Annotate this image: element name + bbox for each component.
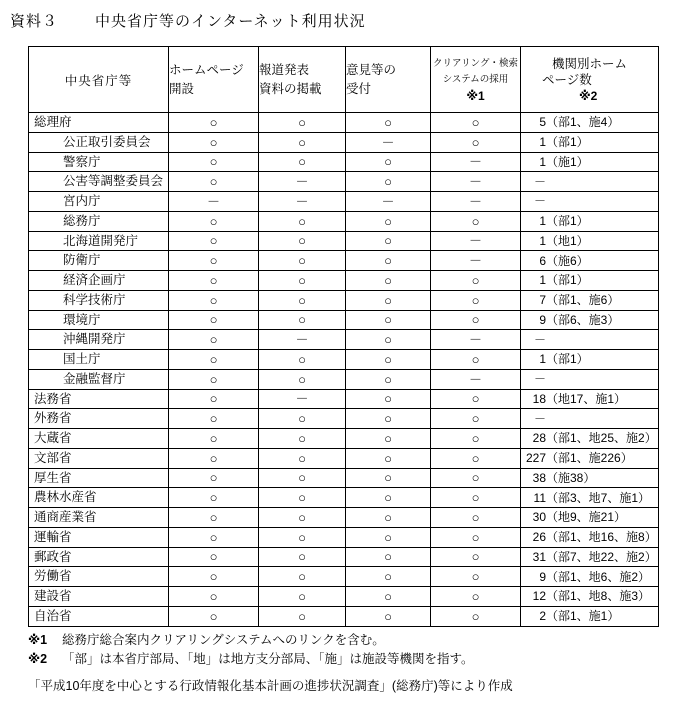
opinion-status-cell: ○: [346, 271, 431, 291]
footnotes: [28, 631, 474, 669]
homepage-status-cell: ○: [169, 587, 259, 607]
agency-name-cell: [29, 113, 169, 133]
clearing-system-status-cell: ○: [431, 310, 521, 330]
agency-name-cell: [29, 606, 169, 626]
opinion-status-cell: ○: [346, 152, 431, 172]
homepage-count-cell: [521, 389, 659, 409]
agency-name: 警察庁: [63, 154, 101, 169]
clearing-system-status-cell: ○: [431, 113, 521, 133]
press-header-line-1: 報道発表: [259, 62, 310, 77]
homepage-status-cell: ○: [169, 429, 259, 449]
table-row: [29, 290, 659, 310]
homepage-count-cell: [521, 350, 659, 370]
table-row: [29, 172, 659, 192]
homepage-status-cell: ○: [169, 132, 259, 152]
table-row: [29, 132, 659, 152]
press-release-status-cell: ○: [259, 488, 346, 508]
agency-name-cell: [29, 448, 169, 468]
agency-name: 外務省: [34, 411, 72, 426]
clearing-system-status-cell: －: [431, 192, 521, 212]
clearing-system-status-cell: ○: [431, 350, 521, 370]
homepage-status-cell: ○: [169, 606, 259, 626]
homepage-count-cell: [521, 113, 659, 133]
homepage-count-number: 1: [539, 135, 546, 150]
footnote-1-mark: ※1: [28, 633, 48, 647]
homepage-count-breakdown: （部3、地7、施1）: [546, 490, 651, 505]
opinion-status-cell: ○: [346, 211, 431, 231]
opinion-status-cell: ○: [346, 567, 431, 587]
homepage-count-number: －: [533, 332, 546, 347]
homepage-count-cell: [521, 527, 659, 547]
opinion-status-cell: ○: [346, 113, 431, 133]
agency-name: 宮内庁: [63, 194, 101, 209]
table-row: [29, 468, 659, 488]
homepage-count-breakdown: （部1）: [546, 273, 589, 288]
clearing-footnote-ref: ※1: [466, 88, 485, 103]
press-release-status-cell: ○: [259, 310, 346, 330]
agency-name-cell: [29, 271, 169, 291]
table-row: [29, 409, 659, 429]
homepage-count-number: －: [533, 194, 546, 209]
agency-name-cell: [29, 389, 169, 409]
agency-name: 科学技術庁: [63, 292, 126, 307]
press-release-status-cell: ○: [259, 508, 346, 528]
opinion-status-cell: ○: [346, 488, 431, 508]
press-release-status-cell: ○: [259, 587, 346, 607]
homepage-count-number: 1: [539, 214, 546, 229]
opinion-status-cell: ○: [346, 231, 431, 251]
agency-name: 郵政省: [34, 549, 72, 564]
homepage-count-cell: [521, 468, 659, 488]
agency-name: 通商産業省: [34, 510, 97, 525]
homepage-count-breakdown: （部1、施4）: [546, 115, 620, 130]
agency-name-cell: [29, 547, 169, 567]
homepage-status-cell: ○: [169, 468, 259, 488]
homepage-count-breakdown: （部1、施6）: [546, 293, 620, 308]
homepage-status-cell: ○: [169, 172, 259, 192]
homepage-count-breakdown: （部1）: [546, 352, 589, 367]
press-release-status-cell: ○: [259, 567, 346, 587]
clearing-system-status-cell: ○: [431, 488, 521, 508]
agency-name: 自治省: [34, 608, 72, 623]
opinion-status-cell: ○: [346, 290, 431, 310]
opinion-status-cell: ○: [346, 468, 431, 488]
press-release-status-cell: ○: [259, 369, 346, 389]
homepage-status-cell: ○: [169, 547, 259, 567]
clearing-system-status-cell: ○: [431, 606, 521, 626]
agency-name-cell: [29, 211, 169, 231]
homepage-header-line-2: 開設: [169, 81, 195, 96]
opinion-column-header: [346, 47, 431, 113]
homepage-count-cell: [521, 606, 659, 626]
homepage-count-number: 38: [532, 470, 546, 485]
homepage-count-breakdown: （部1、施226）: [546, 451, 633, 466]
press-release-status-cell: ○: [259, 113, 346, 133]
agency-name: 文部省: [34, 450, 72, 465]
clearing-system-status-cell: ○: [431, 527, 521, 547]
opinion-status-cell: ○: [346, 587, 431, 607]
homepage-status-cell: ○: [169, 113, 259, 133]
agency-name: 運輸省: [34, 529, 72, 544]
homepage-count-number: －: [533, 411, 546, 426]
press-release-status-cell: ○: [259, 527, 346, 547]
homepage-count-number: 7: [539, 293, 546, 308]
agency-name: 厚生省: [34, 470, 72, 485]
table-row: [29, 192, 659, 212]
homepage-count-breakdown: （部1、地6、施2）: [546, 569, 651, 584]
clearing-system-status-cell: ○: [431, 409, 521, 429]
table-row: [29, 606, 659, 626]
opinion-header-line-1: 意見等の: [346, 62, 397, 77]
agency-name: 北海道開発庁: [63, 233, 139, 248]
press-release-status-cell: ○: [259, 271, 346, 291]
press-release-status-cell: ○: [259, 231, 346, 251]
table-row: [29, 488, 659, 508]
homepage-count-cell: [521, 211, 659, 231]
homepage-count-number: 30: [532, 510, 546, 525]
table-row: [29, 587, 659, 607]
homepage-status-cell: ○: [169, 290, 259, 310]
homepage-status-cell: ○: [169, 527, 259, 547]
opinion-status-cell: ○: [346, 527, 431, 547]
table-row: [29, 251, 659, 271]
table-body: [29, 113, 659, 627]
homepage-count-breakdown: （部1、地8、施3）: [546, 589, 651, 604]
table-row: [29, 271, 659, 291]
press-release-status-cell: ○: [259, 448, 346, 468]
homepage-status-cell: ○: [169, 448, 259, 468]
homepage-count-cell: [521, 251, 659, 271]
agency-name: 沖縄開発庁: [63, 332, 126, 347]
footnote-1-text: 総務庁総合案内クリアリングシステムへのリンクを含む。: [62, 633, 385, 647]
homepage-count-cell: [521, 488, 659, 508]
homepage-count-breakdown: （地9、施21）: [546, 510, 627, 525]
homepage-count-number: 1: [539, 273, 546, 288]
homepage-count-cell: [521, 310, 659, 330]
homepage-count-cell: [521, 448, 659, 468]
agency-name: 防衛庁: [63, 253, 101, 268]
table-row: [29, 567, 659, 587]
table-row: [29, 310, 659, 330]
opinion-header-line-2: 受付: [346, 81, 372, 96]
clearing-system-status-cell: ○: [431, 448, 521, 468]
press-release-status-cell: ○: [259, 606, 346, 626]
homepage-count-cell: [521, 172, 659, 192]
homepage-count-number: 2: [539, 609, 546, 624]
homepage-status-cell: ○: [169, 271, 259, 291]
opinion-status-cell: ○: [346, 350, 431, 370]
table-row: [29, 429, 659, 449]
opinion-status-cell: ○: [346, 389, 431, 409]
homepage-count-breakdown: （部7、地22、施2）: [546, 549, 657, 564]
press-release-status-cell: ○: [259, 409, 346, 429]
homepage-count-cell: [521, 429, 659, 449]
homepage-status-cell: ○: [169, 369, 259, 389]
opinion-status-cell: －: [346, 132, 431, 152]
clearing-system-column-header: [431, 47, 521, 113]
agency-name-cell: [29, 172, 169, 192]
homepage-count-number: 9: [539, 312, 546, 327]
agency-name: 経済企画庁: [63, 273, 126, 288]
homepage-status-cell: ○: [169, 231, 259, 251]
press-release-status-cell: －: [259, 389, 346, 409]
agency-name: 国土庁: [63, 352, 101, 367]
agency-name-cell: [29, 369, 169, 389]
homepage-count-breakdown: （施1）: [546, 154, 589, 169]
press-release-status-cell: －: [259, 172, 346, 192]
table-row: [29, 330, 659, 350]
agency-name-cell: [29, 251, 169, 271]
homepage-count-cell: [521, 152, 659, 172]
homepage-count-cell: [521, 132, 659, 152]
clearing-system-status-cell: ○: [431, 587, 521, 607]
opinion-status-cell: ○: [346, 310, 431, 330]
agency-name-cell: [29, 468, 169, 488]
homepage-status-cell: ○: [169, 310, 259, 330]
clearing-system-status-cell: －: [431, 330, 521, 350]
homepage-count-number: 1: [539, 233, 546, 248]
agency-name-cell: [29, 192, 169, 212]
press-release-status-cell: ○: [259, 290, 346, 310]
press-release-status-cell: ○: [259, 429, 346, 449]
homepage-header-line-1: ホームページ: [169, 62, 244, 77]
agency-column-header: 中央省庁等: [29, 47, 169, 113]
clearing-system-status-cell: ○: [431, 211, 521, 231]
homepage-count-cell: [521, 547, 659, 567]
clearing-system-status-cell: ○: [431, 132, 521, 152]
opinion-status-cell: ○: [346, 547, 431, 567]
opinion-status-cell: ○: [346, 606, 431, 626]
homepage-count-number: 11: [533, 490, 546, 505]
footnote-2-text: 「部」は本省庁部局、「地」は地方支分部局、「施」は施設等機関を指す。: [62, 652, 474, 666]
header-row: [29, 47, 659, 113]
count-header-line-1: 機関別ホーム: [552, 56, 628, 71]
agency-name: 金融監督庁: [63, 371, 126, 386]
press-release-status-cell: ○: [259, 350, 346, 370]
homepage-count-number: 31: [532, 549, 546, 564]
table-row: [29, 389, 659, 409]
opinion-status-cell: ○: [346, 330, 431, 350]
press-release-status-cell: －: [259, 330, 346, 350]
homepage-count-cell: [521, 409, 659, 429]
source-note: 「平成10年度を中心とする行政情報化基本計画の進捗状況調査」(総務庁)等により作成: [28, 679, 513, 693]
homepage-status-cell: ○: [169, 251, 259, 271]
footnote-2-mark: ※2: [28, 652, 48, 666]
homepage-count-column-header: [521, 47, 659, 113]
clearing-system-status-cell: ○: [431, 429, 521, 449]
count-header-line-2: ページ数: [542, 72, 592, 87]
homepage-count-number: 9: [539, 569, 546, 584]
homepage-count-cell: [521, 330, 659, 350]
agency-name: 総理府: [34, 115, 72, 130]
agency-name: 建設省: [34, 589, 72, 604]
clearing-system-status-cell: －: [431, 231, 521, 251]
clearing-system-status-cell: －: [431, 369, 521, 389]
agency-name-cell: [29, 330, 169, 350]
agency-name-cell: [29, 488, 169, 508]
agency-name: 公正取引委員会: [63, 134, 151, 149]
homepage-status-cell: ○: [169, 508, 259, 528]
press-release-column-header: [259, 47, 346, 113]
homepage-count-breakdown: （部1、地25、施2）: [546, 431, 657, 446]
homepage-count-cell: [521, 587, 659, 607]
clearing-header-line-2: システムの採用: [442, 73, 509, 85]
homepage-status-cell: ○: [169, 567, 259, 587]
opinion-status-cell: ○: [346, 172, 431, 192]
homepage-count-breakdown: （部1）: [546, 214, 589, 229]
agency-name: 労働省: [34, 569, 72, 584]
table-row: [29, 527, 659, 547]
homepage-status-cell: ○: [169, 488, 259, 508]
homepage-count-breakdown: （部1、施1）: [546, 609, 620, 624]
clearing-system-status-cell: ○: [431, 468, 521, 488]
homepage-status-cell: ○: [169, 152, 259, 172]
homepage-count-breakdown: （部1）: [546, 135, 589, 150]
table-row: [29, 508, 659, 528]
count-footnote-ref: ※2: [579, 88, 598, 103]
internet-usage-table: [28, 46, 659, 627]
homepage-count-breakdown: （地1）: [546, 233, 589, 248]
table-row: [29, 547, 659, 567]
opinion-status-cell: ○: [346, 369, 431, 389]
press-release-status-cell: ○: [259, 251, 346, 271]
footnote-2: [28, 650, 474, 669]
document-title: [10, 12, 366, 32]
clearing-system-status-cell: －: [431, 172, 521, 192]
footnote-1: [28, 631, 474, 650]
agency-name-cell: [29, 409, 169, 429]
homepage-status-cell: ○: [169, 211, 259, 231]
agency-name-cell: [29, 231, 169, 251]
press-header-line-2: 資料の掲載: [259, 81, 322, 96]
homepage-count-cell: [521, 290, 659, 310]
table-row: [29, 152, 659, 172]
clearing-system-status-cell: ○: [431, 271, 521, 291]
homepage-count-number: 18: [532, 391, 546, 406]
clearing-system-status-cell: ○: [431, 290, 521, 310]
opinion-status-cell: ○: [346, 448, 431, 468]
opinion-status-cell: ○: [346, 409, 431, 429]
agency-name-cell: [29, 508, 169, 528]
agency-name-cell: [29, 310, 169, 330]
document-title-text: 中央省庁等のインターネット利用状況: [95, 13, 366, 30]
opinion-status-cell: ○: [346, 251, 431, 271]
homepage-count-breakdown: （部6、施3）: [546, 312, 620, 327]
clearing-system-status-cell: ○: [431, 567, 521, 587]
press-release-status-cell: －: [259, 192, 346, 212]
agency-name-cell: [29, 527, 169, 547]
homepage-count-cell: [521, 567, 659, 587]
agency-name: 環境庁: [63, 312, 101, 327]
table-row: [29, 350, 659, 370]
homepage-status-cell: ○: [169, 350, 259, 370]
homepage-count-breakdown: （施6）: [546, 253, 589, 268]
agency-name-cell: [29, 132, 169, 152]
homepage-count-number: 12: [532, 589, 546, 604]
homepage-count-breakdown: （部1、地16、施8）: [546, 530, 657, 545]
agency-name: 総務庁: [63, 213, 101, 228]
homepage-count-number: 6: [539, 253, 546, 268]
agency-name: 公害等調整委員会: [63, 174, 164, 189]
agency-name-cell: [29, 587, 169, 607]
homepage-status-cell: ○: [169, 409, 259, 429]
table-row: [29, 231, 659, 251]
press-release-status-cell: ○: [259, 547, 346, 567]
homepage-count-number: 5: [539, 115, 546, 130]
homepage-count-cell: [521, 192, 659, 212]
press-release-status-cell: ○: [259, 468, 346, 488]
homepage-count-breakdown: （施38）: [546, 470, 596, 485]
clearing-system-status-cell: ○: [431, 389, 521, 409]
homepage-count-number: 227: [525, 451, 546, 466]
clearing-system-status-cell: ○: [431, 547, 521, 567]
clearing-system-status-cell: －: [431, 152, 521, 172]
document-number: 資料３: [10, 13, 59, 30]
homepage-count-cell: [521, 508, 659, 528]
table-row: [29, 211, 659, 231]
homepage-count-breakdown: （地17、施1）: [546, 391, 627, 406]
homepage-status-cell: ○: [169, 389, 259, 409]
press-release-status-cell: ○: [259, 132, 346, 152]
homepage-count-number: 1: [539, 352, 546, 367]
table-row: [29, 369, 659, 389]
homepage-count-number: －: [533, 372, 546, 387]
agency-name-cell: [29, 567, 169, 587]
opinion-status-cell: ○: [346, 429, 431, 449]
agency-name: 農林水産省: [34, 490, 97, 505]
homepage-status-cell: ○: [169, 330, 259, 350]
agency-name-cell: [29, 429, 169, 449]
opinion-status-cell: ○: [346, 508, 431, 528]
press-release-status-cell: ○: [259, 211, 346, 231]
agency-name: 大蔵省: [34, 431, 72, 446]
agency-name-cell: [29, 152, 169, 172]
press-release-status-cell: ○: [259, 152, 346, 172]
homepage-count-number: －: [533, 174, 546, 189]
homepage-status-cell: －: [169, 192, 259, 212]
homepage-count-cell: [521, 369, 659, 389]
homepage-count-number: 1: [539, 154, 546, 169]
table-row: [29, 113, 659, 133]
agency-name-cell: [29, 290, 169, 310]
agency-name: 法務省: [34, 391, 72, 406]
clearing-header-line-1: クリアリング・検索: [433, 57, 518, 69]
opinion-status-cell: －: [346, 192, 431, 212]
homepage-count-cell: [521, 271, 659, 291]
homepage-count-cell: [521, 231, 659, 251]
agency-name-cell: [29, 350, 169, 370]
homepage-count-number: 26: [532, 530, 546, 545]
homepage-count-number: 28: [532, 431, 546, 446]
clearing-system-status-cell: ○: [431, 508, 521, 528]
table-row: [29, 448, 659, 468]
clearing-system-status-cell: －: [431, 251, 521, 271]
homepage-column-header: [169, 47, 259, 113]
